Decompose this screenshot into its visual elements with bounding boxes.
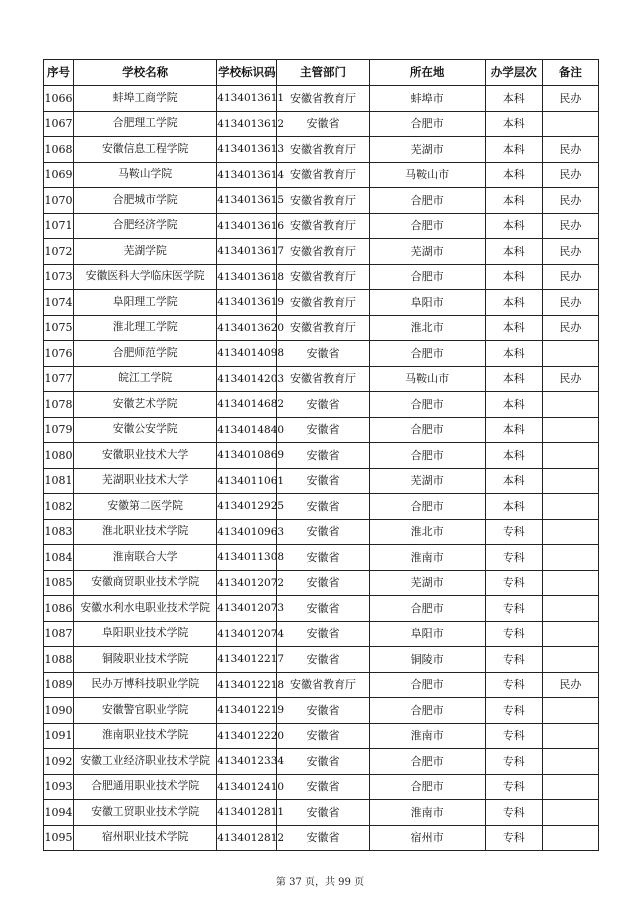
header-remark: 备注 <box>542 60 598 86</box>
cell-school-name: 合肥理工学院 <box>74 111 217 137</box>
cell-location: 合肥市 <box>369 443 485 469</box>
cell-location: 合肥市 <box>369 264 485 290</box>
cell-school-name: 安徽艺术学院 <box>74 392 217 418</box>
cell-serial: 1092 <box>44 749 74 775</box>
cell-serial: 1083 <box>44 519 74 545</box>
header-department: 主管部门 <box>277 60 369 86</box>
cell-location: 芜湖市 <box>369 137 485 163</box>
cell-serial: 1079 <box>44 417 74 443</box>
cell-school-name: 马鞍山学院 <box>74 162 217 188</box>
cell-department: 安徽省 <box>277 647 369 673</box>
cell-school-code: 4134012410 <box>217 774 277 800</box>
cell-school-name: 合肥城市学院 <box>74 188 217 214</box>
cell-location: 合肥市 <box>369 596 485 622</box>
table-row <box>44 468 599 494</box>
cell-school-code: 4134012218 <box>217 672 277 698</box>
cell-location: 合肥市 <box>369 213 485 239</box>
cell-remark <box>542 417 598 443</box>
cell-department: 安徽省 <box>277 519 369 545</box>
cell-department: 安徽省 <box>277 468 369 494</box>
cell-school-code: 4134012217 <box>217 647 277 673</box>
cell-department: 安徽省 <box>277 774 369 800</box>
cell-location: 淮南市 <box>369 545 485 571</box>
table-row <box>44 545 599 571</box>
cell-school-code: 4134012220 <box>217 723 277 749</box>
cell-serial: 1067 <box>44 111 74 137</box>
cell-school-name: 合肥通用职业技术学院 <box>74 774 217 800</box>
cell-school-code: 4134013617 <box>217 239 277 265</box>
cell-serial: 1094 <box>44 800 74 826</box>
cell-remark: 民办 <box>542 137 598 163</box>
cell-location: 芜湖市 <box>369 239 485 265</box>
cell-school-name: 皖江工学院 <box>74 366 217 392</box>
cell-serial: 1074 <box>44 290 74 316</box>
cell-level: 专科 <box>485 774 542 800</box>
cell-department: 安徽省 <box>277 111 369 137</box>
cell-department: 安徽省教育厅 <box>277 137 369 163</box>
header-school-name: 学校名称 <box>74 60 217 86</box>
cell-department: 安徽省教育厅 <box>277 290 369 316</box>
cell-level: 本科 <box>485 366 542 392</box>
cell-level: 专科 <box>485 698 542 724</box>
cell-location: 合肥市 <box>369 749 485 775</box>
header-serial: 序号 <box>44 60 74 86</box>
cell-level: 本科 <box>485 341 542 367</box>
cell-serial: 1084 <box>44 545 74 571</box>
cell-school-code: 4134014203 <box>217 366 277 392</box>
cell-location: 铜陵市 <box>369 647 485 673</box>
header-location: 所在地 <box>369 60 485 86</box>
header-school-code: 学校标识码 <box>217 60 277 86</box>
cell-location: 马鞍山市 <box>369 366 485 392</box>
cell-department: 安徽省教育厅 <box>277 239 369 265</box>
cell-department: 安徽省教育厅 <box>277 162 369 188</box>
table-row <box>44 749 599 775</box>
cell-serial: 1093 <box>44 774 74 800</box>
cell-level: 本科 <box>485 162 542 188</box>
cell-school-name: 合肥师范学院 <box>74 341 217 367</box>
cell-school-code: 4134012334 <box>217 749 277 775</box>
school-list-table <box>43 59 599 851</box>
cell-level: 本科 <box>485 86 542 112</box>
cell-remark: 民办 <box>542 315 598 341</box>
cell-department: 安徽省 <box>277 749 369 775</box>
cell-remark: 民办 <box>542 188 598 214</box>
cell-level: 本科 <box>485 494 542 520</box>
cell-school-code: 4134013620 <box>217 315 277 341</box>
cell-serial: 1072 <box>44 239 74 265</box>
school-list-table-container <box>43 59 599 851</box>
cell-school-name: 蚌埠工商学院 <box>74 86 217 112</box>
cell-remark <box>542 698 598 724</box>
cell-department: 安徽省 <box>277 825 369 851</box>
cell-location: 马鞍山市 <box>369 162 485 188</box>
cell-remark <box>542 621 598 647</box>
cell-remark <box>542 341 598 367</box>
cell-school-name: 淮南职业技术学院 <box>74 723 217 749</box>
cell-remark: 民办 <box>542 672 598 698</box>
table-row <box>44 341 599 367</box>
cell-serial: 1080 <box>44 443 74 469</box>
cell-department: 安徽省教育厅 <box>277 188 369 214</box>
table-row <box>44 213 599 239</box>
cell-level: 专科 <box>485 596 542 622</box>
cell-department: 安徽省 <box>277 417 369 443</box>
cell-serial: 1091 <box>44 723 74 749</box>
cell-school-code: 4134012073 <box>217 596 277 622</box>
cell-school-code: 4134013616 <box>217 213 277 239</box>
cell-location: 合肥市 <box>369 341 485 367</box>
cell-remark <box>542 545 598 571</box>
cell-location: 芜湖市 <box>369 468 485 494</box>
cell-level: 本科 <box>485 239 542 265</box>
cell-remark: 民办 <box>542 239 598 265</box>
cell-level: 本科 <box>485 468 542 494</box>
cell-department: 安徽省 <box>277 545 369 571</box>
cell-school-name: 安徽第二医学院 <box>74 494 217 520</box>
cell-school-name: 芜湖学院 <box>74 239 217 265</box>
cell-serial: 1075 <box>44 315 74 341</box>
cell-school-code: 4134013611 <box>217 86 277 112</box>
cell-department: 安徽省教育厅 <box>277 672 369 698</box>
cell-serial: 1081 <box>44 468 74 494</box>
cell-school-code: 4134012072 <box>217 570 277 596</box>
cell-school-name: 安徽水利水电职业技术学院 <box>74 596 217 622</box>
cell-location: 合肥市 <box>369 188 485 214</box>
cell-school-name: 淮北理工学院 <box>74 315 217 341</box>
cell-remark <box>542 774 598 800</box>
cell-remark <box>542 570 598 596</box>
cell-school-code: 4134014098 <box>217 341 277 367</box>
cell-school-name: 芜湖职业技术大学 <box>74 468 217 494</box>
cell-school-name: 安徽工业经济职业技术学院 <box>74 749 217 775</box>
cell-location: 淮南市 <box>369 723 485 749</box>
table-row <box>44 570 599 596</box>
cell-school-name: 宿州职业技术学院 <box>74 825 217 851</box>
table-row <box>44 417 599 443</box>
cell-school-name: 合肥经济学院 <box>74 213 217 239</box>
cell-school-code: 4134012925 <box>217 494 277 520</box>
cell-remark: 民办 <box>542 290 598 316</box>
cell-serial: 1089 <box>44 672 74 698</box>
cell-department: 安徽省教育厅 <box>277 213 369 239</box>
cell-department: 安徽省 <box>277 443 369 469</box>
table-row <box>44 290 599 316</box>
table-row <box>44 86 599 112</box>
cell-school-name: 阜阳职业技术学院 <box>74 621 217 647</box>
cell-department: 安徽省 <box>277 621 369 647</box>
cell-school-name: 淮北职业技术学院 <box>74 519 217 545</box>
cell-school-name: 安徽工贸职业技术学院 <box>74 800 217 826</box>
cell-school-name: 安徽职业技术大学 <box>74 443 217 469</box>
table-row <box>44 621 599 647</box>
cell-serial: 1088 <box>44 647 74 673</box>
cell-level: 专科 <box>485 545 542 571</box>
cell-remark: 民办 <box>542 162 598 188</box>
table-row <box>44 596 599 622</box>
cell-department: 安徽省教育厅 <box>277 86 369 112</box>
cell-school-code: 4134014682 <box>217 392 277 418</box>
cell-school-name: 淮南联合大学 <box>74 545 217 571</box>
cell-serial: 1073 <box>44 264 74 290</box>
cell-school-code: 4134012811 <box>217 800 277 826</box>
header-level: 办学层次 <box>485 60 542 86</box>
cell-school-code: 4134011308 <box>217 545 277 571</box>
cell-remark <box>542 443 598 469</box>
cell-department: 安徽省 <box>277 392 369 418</box>
cell-location: 合肥市 <box>369 392 485 418</box>
cell-department: 安徽省 <box>277 723 369 749</box>
cell-serial: 1085 <box>44 570 74 596</box>
cell-department: 安徽省教育厅 <box>277 315 369 341</box>
cell-level: 本科 <box>485 213 542 239</box>
cell-remark <box>542 647 598 673</box>
cell-school-code: 4134013619 <box>217 290 277 316</box>
table-row <box>44 315 599 341</box>
cell-level: 专科 <box>485 647 542 673</box>
cell-remark <box>542 392 598 418</box>
cell-remark <box>542 519 598 545</box>
table-row <box>44 800 599 826</box>
cell-school-code: 4134013614 <box>217 162 277 188</box>
cell-department: 安徽省 <box>277 698 369 724</box>
cell-school-code: 4134012219 <box>217 698 277 724</box>
cell-level: 本科 <box>485 188 542 214</box>
table-row <box>44 366 599 392</box>
table-row <box>44 443 599 469</box>
cell-remark <box>542 111 598 137</box>
table-row <box>44 162 599 188</box>
cell-serial: 1066 <box>44 86 74 112</box>
cell-remark: 民办 <box>542 264 598 290</box>
cell-serial: 1068 <box>44 137 74 163</box>
cell-serial: 1078 <box>44 392 74 418</box>
cell-location: 淮北市 <box>369 315 485 341</box>
cell-level: 本科 <box>485 315 542 341</box>
cell-serial: 1086 <box>44 596 74 622</box>
cell-serial: 1069 <box>44 162 74 188</box>
cell-location: 合肥市 <box>369 111 485 137</box>
cell-location: 阜阳市 <box>369 621 485 647</box>
table-row <box>44 672 599 698</box>
cell-level: 本科 <box>485 443 542 469</box>
cell-serial: 1082 <box>44 494 74 520</box>
cell-school-code: 4134013615 <box>217 188 277 214</box>
table-row <box>44 774 599 800</box>
cell-level: 专科 <box>485 519 542 545</box>
cell-level: 本科 <box>485 111 542 137</box>
cell-remark: 民办 <box>542 213 598 239</box>
cell-serial: 1071 <box>44 213 74 239</box>
cell-remark <box>542 825 598 851</box>
cell-location: 合肥市 <box>369 417 485 443</box>
cell-level: 专科 <box>485 825 542 851</box>
table-header-row <box>44 60 599 86</box>
cell-school-name: 安徽信息工程学院 <box>74 137 217 163</box>
cell-remark <box>542 596 598 622</box>
cell-school-code: 4134011061 <box>217 468 277 494</box>
cell-school-code: 4134013618 <box>217 264 277 290</box>
cell-school-name: 铜陵职业技术学院 <box>74 647 217 673</box>
table-row <box>44 188 599 214</box>
cell-department: 安徽省 <box>277 494 369 520</box>
cell-level: 本科 <box>485 264 542 290</box>
cell-level: 专科 <box>485 621 542 647</box>
cell-level: 专科 <box>485 723 542 749</box>
cell-department: 安徽省 <box>277 341 369 367</box>
cell-location: 阜阳市 <box>369 290 485 316</box>
cell-serial: 1076 <box>44 341 74 367</box>
cell-remark <box>542 494 598 520</box>
cell-level: 本科 <box>485 137 542 163</box>
cell-level: 专科 <box>485 749 542 775</box>
cell-location: 淮南市 <box>369 800 485 826</box>
cell-level: 本科 <box>485 290 542 316</box>
cell-level: 专科 <box>485 570 542 596</box>
cell-remark: 民办 <box>542 86 598 112</box>
cell-remark <box>542 723 598 749</box>
cell-location: 合肥市 <box>369 698 485 724</box>
cell-level: 专科 <box>485 672 542 698</box>
cell-location: 合肥市 <box>369 494 485 520</box>
cell-school-name: 安徽医科大学临床医学院 <box>74 264 217 290</box>
cell-serial: 1095 <box>44 825 74 851</box>
table-row <box>44 825 599 851</box>
cell-level: 专科 <box>485 800 542 826</box>
table-row <box>44 239 599 265</box>
cell-remark <box>542 468 598 494</box>
cell-department: 安徽省教育厅 <box>277 366 369 392</box>
cell-serial: 1077 <box>44 366 74 392</box>
cell-department: 安徽省 <box>277 570 369 596</box>
table-row <box>44 264 599 290</box>
table-row <box>44 137 599 163</box>
cell-location: 宿州市 <box>369 825 485 851</box>
cell-school-name: 安徽警官职业学院 <box>74 698 217 724</box>
cell-school-name: 阜阳理工学院 <box>74 290 217 316</box>
cell-school-code: 4134012074 <box>217 621 277 647</box>
cell-location: 合肥市 <box>369 672 485 698</box>
cell-serial: 1070 <box>44 188 74 214</box>
table-row <box>44 111 599 137</box>
cell-school-code: 4134010963 <box>217 519 277 545</box>
cell-school-code: 4134013612 <box>217 111 277 137</box>
table-row <box>44 494 599 520</box>
table-row <box>44 698 599 724</box>
table-row <box>44 647 599 673</box>
cell-school-code: 4134012812 <box>217 825 277 851</box>
cell-school-code: 4134010869 <box>217 443 277 469</box>
table-row <box>44 723 599 749</box>
table-body <box>44 86 599 851</box>
cell-serial: 1087 <box>44 621 74 647</box>
cell-school-name: 安徽公安学院 <box>74 417 217 443</box>
cell-remark: 民办 <box>542 366 598 392</box>
cell-department: 安徽省 <box>277 800 369 826</box>
page-number: 第 37 页，共 99 页 <box>275 877 365 888</box>
cell-remark <box>542 749 598 775</box>
cell-location: 蚌埠市 <box>369 86 485 112</box>
cell-level: 本科 <box>485 392 542 418</box>
table-row <box>44 392 599 418</box>
cell-location: 淮北市 <box>369 519 485 545</box>
cell-school-name: 安徽商贸职业技术学院 <box>74 570 217 596</box>
cell-department: 安徽省 <box>277 596 369 622</box>
cell-level: 本科 <box>485 417 542 443</box>
cell-remark <box>542 800 598 826</box>
cell-location: 芜湖市 <box>369 570 485 596</box>
cell-school-code: 4134014840 <box>217 417 277 443</box>
cell-department: 安徽省教育厅 <box>277 264 369 290</box>
cell-location: 合肥市 <box>369 774 485 800</box>
cell-school-name: 民办万博科技职业学院 <box>74 672 217 698</box>
table-row <box>44 519 599 545</box>
cell-serial: 1090 <box>44 698 74 724</box>
cell-school-code: 4134013613 <box>217 137 277 163</box>
